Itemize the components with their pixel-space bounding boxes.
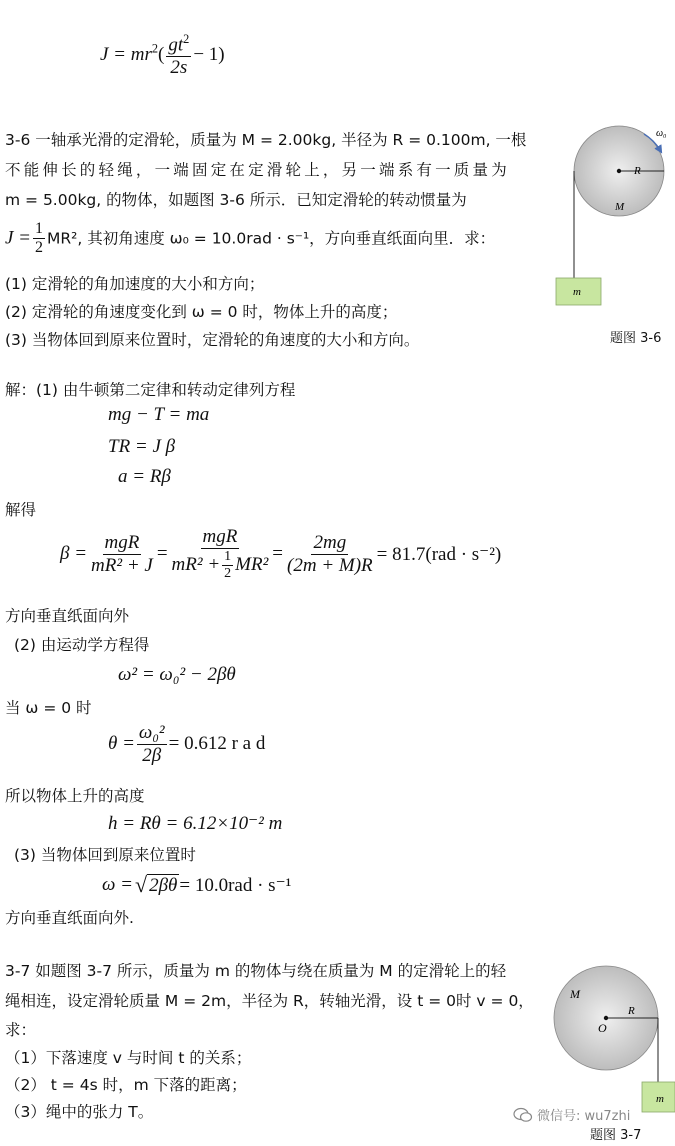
omega-final-formula: ω = √ 2βθ = 10.0rad · s⁻¹ xyxy=(102,872,292,897)
pulley-mass-label: M xyxy=(570,987,580,1001)
block-mass-label: m xyxy=(573,286,581,298)
p37-question-1: （1）下落速度 v 与时间 t 的关系； xyxy=(5,1049,252,1067)
figure-3-6 xyxy=(548,120,673,350)
when-omega-zero: 当 ω = 0 时 xyxy=(5,699,92,717)
direction-2: 方向垂直纸面向外. xyxy=(5,909,134,927)
p37-question-3: （3）绳中的张力 T。 xyxy=(5,1103,154,1121)
height-text: 所以物体上升的高度 xyxy=(5,787,145,805)
equation-newton: mg − T = ma xyxy=(108,404,210,425)
beta-formula: β = $\frac{\text{mgR}}{\text{mR² + J}}$ = mgR mR² + $\frac{1}{2}$ MR² = $\frac{2mg}{(2m + M)R}$ = 81.7(rad · s⁻²) xyxy=(60,526,502,581)
axle-dot xyxy=(617,169,621,173)
top-formula: $J = mr^2$( $\frac{gt^2}{2s}$ − 1) xyxy=(100,32,225,79)
p37-line2: 绳相连，设定滑轮质量 M = 2m，半径为 R，转轴光滑，设 t = 0时 v = 0， xyxy=(5,992,534,1010)
part-3-heading: (3) 当物体回到原来位置时 xyxy=(14,846,196,864)
p36-question-3: (3) 当物体回到原来位置时，定滑轮的角速度的大小和方向。 xyxy=(5,331,420,349)
omega-equation: ω² = ω₀² − 2βθ xyxy=(118,664,236,685)
jiede-label: 解得 xyxy=(5,501,37,519)
p36-question-1: (1) 定滑轮的角加速度的大小和方向； xyxy=(5,275,265,293)
p36-line3: m = 5.00kg, 的物体，如题图 3-6 所示．已知定滑轮的转动惯量为 xyxy=(5,191,467,209)
p36-question-2: (2) 定滑轮的角速度变化到 ω = 0 时，物体上升的高度； xyxy=(5,303,398,321)
solution-heading: 解：(1) 由牛顿第二定律和转动定律列方程 xyxy=(5,381,296,399)
p37-question-2: （2） t = 4s 时，m 下落的距离； xyxy=(5,1076,247,1094)
p37-line1: 3-7 如题图 3-7 所示，质量为 m 的物体与绕在质量为 M 的定滑轮上的轻 xyxy=(5,962,507,980)
height-equation: h = Rθ = 6.12×10⁻² m xyxy=(108,813,283,834)
axle-dot xyxy=(604,1016,608,1020)
axle-label: O xyxy=(598,1021,607,1035)
radius-label: R xyxy=(628,1005,635,1017)
equation-rotation: TR = J β xyxy=(108,436,176,457)
theta-formula: θ = $\frac{\text{ω₀²}}{2\beta}$ = 0.612 r a d xyxy=(108,722,266,766)
p36-line1: 3-6 一轴承光滑的定滑轮，质量为 M = 2.00kg, 半径为 R = 0.100m, 一根 xyxy=(5,131,527,149)
p37-line3: 求： xyxy=(5,1021,37,1039)
figure-3-7-caption: 题图 3-7 xyxy=(590,1128,642,1143)
radius-label: R xyxy=(634,165,641,177)
p36-line4: J = $\frac{1}{2}$ MR², 其初角速度 ω₀ = 10.0rad · s⁻¹，方向垂直纸面向里．求： xyxy=(5,220,496,257)
equation-constraint: a = Rβ xyxy=(118,466,171,487)
figure-3-6-caption: 题图 3-6 xyxy=(610,331,662,346)
direction-1: 方向垂直纸面向外 xyxy=(5,607,130,625)
p36-line2: 不能伸长的轻绳，一端固定在定滑轮上，另一端系有一质量为 xyxy=(5,161,510,179)
block-mass-label: m xyxy=(656,1093,664,1105)
pulley-mass-label: M xyxy=(615,201,625,213)
omega-label: ω₀ xyxy=(656,128,667,139)
watermark: 微信号: wu7zhi xyxy=(513,1105,630,1124)
part-2-heading: (2) 由运动学方程得 xyxy=(14,636,150,654)
wechat-icon xyxy=(513,1107,533,1123)
